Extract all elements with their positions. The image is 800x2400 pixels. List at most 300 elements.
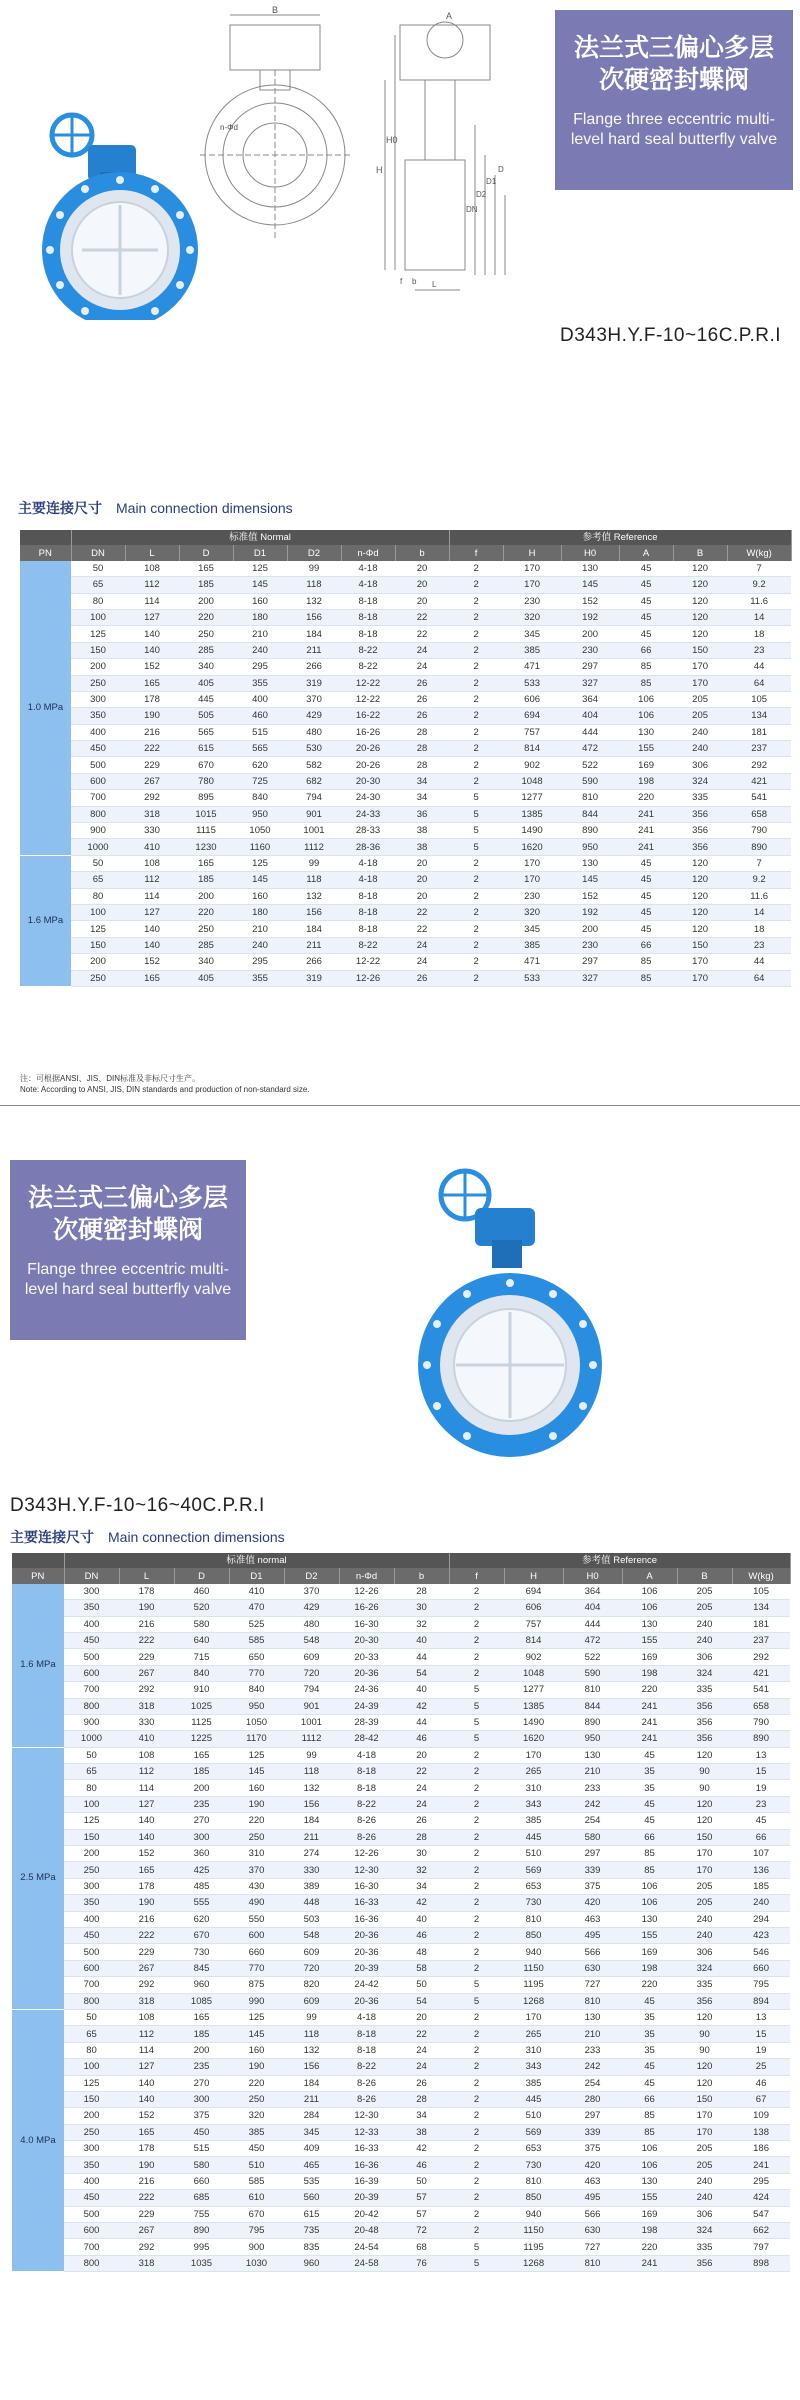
table-cell: 292 [119,1977,174,1993]
table-cell: 45 [622,1796,677,1812]
table-cell: 319 [287,675,341,691]
table-cell: 156 [284,1796,339,1812]
table-cell: 120 [673,904,727,920]
table-cell: 840 [233,790,287,806]
table-cell: 1015 [179,806,233,822]
table-cell: 356 [673,806,727,822]
table-cell: 533 [503,675,561,691]
table-cell: 780 [179,773,233,789]
table-row [12,1698,790,1714]
table-cell: 20-26 [341,741,395,757]
table-cell: 585 [229,1632,284,1648]
table-cell: 265 [504,1764,563,1780]
table-cell: 2 [449,1862,504,1878]
table-cell: 99 [287,855,341,871]
table-cell: 565 [233,741,287,757]
table-cell: 112 [119,1764,174,1780]
table-cell: 200 [179,888,233,904]
drawing-label-h0: H0 [386,135,398,145]
table-cell: 840 [174,1665,229,1681]
table-cell: 725 [233,773,287,789]
table-cell: 35 [622,1780,677,1796]
table-row [12,2124,790,2140]
table-cell: 28-42 [339,1731,394,1747]
table-cell: 450 [229,2141,284,2157]
table-cell: 24 [394,1780,449,1796]
table-cell: 810 [563,2255,622,2271]
table-cell: 845 [174,1960,229,1976]
table-cell: 940 [504,2206,563,2222]
dimension-drawing-icon [200,5,540,295]
table-cell: 23 [727,642,791,658]
table-cell: 65 [64,2026,119,2042]
table-cell: 20 [395,561,449,577]
table-cell: 330 [125,823,179,839]
table-cell: 630 [563,1960,622,1976]
table-cell: 995 [174,2239,229,2255]
table-row [12,1813,790,1829]
table-cell: 90 [677,2042,732,2058]
table-cell: 120 [677,2059,732,2075]
section-divider [0,1105,800,1106]
table-cell: 85 [619,659,673,675]
table-cell: 318 [125,806,179,822]
table-cell: 32 [394,1862,449,1878]
table-cell: 495 [563,1927,622,1943]
table-cell: 170 [504,1747,563,1763]
table-cell: 450 [71,741,125,757]
table-cell: 140 [125,921,179,937]
table-row [20,724,791,740]
table-cell: 370 [287,691,341,707]
table-cell: 240 [732,1895,790,1911]
table-cell: 24 [395,954,449,970]
table-row [20,872,791,888]
table-cell: 890 [561,823,619,839]
table-row [12,1747,790,1763]
table-cell: 38 [394,2124,449,2140]
table-cell: 170 [677,2108,732,2124]
drawing-label-l: L [432,280,437,289]
table-cell: 80 [64,1780,119,1796]
table-cell: 254 [563,1813,622,1829]
pn-cell: 1.6 MPa [20,855,71,986]
table-cell: 345 [284,2124,339,2140]
table-cell: 100 [64,2059,119,2075]
table-cell: 2 [449,2026,504,2042]
table-row [20,823,791,839]
table-cell: 5 [449,1682,504,1698]
table-cell: 160 [229,2042,284,2058]
table-cell: 495 [563,2190,622,2206]
table-cell: 23 [727,937,791,953]
table-cell: 34 [395,790,449,806]
table-cell: 32 [394,1616,449,1632]
table-row [12,1714,790,1730]
table-cell: 155 [619,741,673,757]
table-cell: 600 [71,773,125,789]
column-header: L [119,1568,174,1583]
table-cell: 24-39 [339,1698,394,1714]
table-cell: 795 [732,1977,790,1993]
table-cell: 170 [503,577,561,593]
table-cell: 120 [673,593,727,609]
table-cell: 22 [394,1764,449,1780]
table-cell: 210 [563,2026,622,2042]
table-cell: 385 [504,2075,563,2091]
table-cell: 106 [622,2157,677,2173]
table-cell: 16-30 [339,1878,394,1894]
table-cell: 569 [504,1862,563,1878]
table-cell: 211 [284,2091,339,2107]
table-cell: 900 [229,2239,284,2255]
table-cell: 178 [119,1584,174,1600]
table-cell: 2 [449,609,503,625]
table-cell: 178 [125,691,179,707]
table-cell: 35 [622,2026,677,2042]
table-row [20,561,791,577]
table-cell: 324 [677,1665,732,1681]
table-cell: 5 [449,1698,504,1714]
table-cell: 20 [394,1747,449,1763]
table-cell: 16-26 [341,724,395,740]
table-cell: 170 [673,954,727,970]
table-row [12,1584,790,1600]
table-cell: 242 [563,2059,622,2075]
table-cell: 345 [503,626,561,642]
table-cell: 240 [677,2173,732,2189]
table-cell: 66 [622,2091,677,2107]
table-cell: 5 [449,839,503,855]
column-header: H [504,1568,563,1583]
table-cell: 19 [732,1780,790,1796]
pn-cell: 4.0 MPa [12,2009,64,2271]
table-cell: 66 [622,1829,677,1845]
table-cell: 200 [174,2042,229,2058]
table-cell: 50 [394,2173,449,2189]
table-cell: 2 [449,1846,504,1862]
table-cell: 590 [561,773,619,789]
table-cell: 140 [125,626,179,642]
table-cell: 285 [179,642,233,658]
table-cell: 375 [174,2108,229,2124]
table-cell: 155 [622,2190,677,2206]
table-cell: 4-18 [339,2009,394,2025]
table-cell: 170 [677,1862,732,1878]
table-cell: 152 [119,2108,174,2124]
table-cell: 220 [179,609,233,625]
table-cell: 2 [449,2059,504,2075]
table-cell: 16-22 [341,708,395,724]
table-cell: 210 [233,626,287,642]
table-cell: 898 [732,2255,790,2271]
table-cell: 890 [174,2223,229,2239]
table-cell: 200 [174,1780,229,1796]
table-cell: 8-22 [341,659,395,675]
table-cell: 45 [622,1747,677,1763]
table-row [12,2108,790,2124]
table-cell: 46 [394,2157,449,2173]
table-row [20,921,791,937]
table-cell: 2 [449,2075,504,2091]
table-cell: 26 [395,691,449,707]
drawing-label-a: A [446,11,453,21]
top-valve-photo [20,110,220,320]
table-cell: 318 [119,1698,174,1714]
table-cell: 730 [504,2157,563,2173]
table-row [12,1682,790,1698]
table-cell: 229 [119,1649,174,1665]
table-cell: 13 [732,1747,790,1763]
table-cell: 1620 [504,1731,563,1747]
table-cell: 300 [174,2091,229,2107]
table-cell: 13 [732,2009,790,2025]
table-cell: 112 [125,577,179,593]
table-cell: 20-30 [341,773,395,789]
table-cell: 895 [179,790,233,806]
table-cell: 30 [394,1846,449,1862]
table-cell: 140 [119,2091,174,2107]
table-cell: 170 [673,659,727,675]
column-header: D2 [284,1568,339,1583]
table-cell: 606 [503,691,561,707]
table-cell: 1035 [174,2255,229,2271]
table-cell: 335 [677,1682,732,1698]
table-cell: 170 [503,872,561,888]
table-cell: 114 [125,593,179,609]
table-cell: 205 [677,1878,732,1894]
table-cell: 241 [622,1714,677,1730]
table-cell: 510 [504,2108,563,2124]
table-cell: 8-18 [339,2026,394,2042]
table-row [12,2091,790,2107]
table-cell: 20-26 [341,757,395,773]
table-cell: 400 [233,691,287,707]
table-cell: 650 [229,1649,284,1665]
table-cell: 640 [174,1632,229,1648]
bottom-dimension-table-grid [12,1553,791,2272]
bottom-valve-photo [410,1150,610,1475]
table-cell: 503 [284,1911,339,1927]
column-header: PN [20,545,71,560]
table-cell: 190 [119,2157,174,2173]
table-cell: 423 [732,1927,790,1943]
table-cell: 2 [449,2108,504,2124]
table-cell: 130 [619,724,673,740]
table-cell: 198 [622,1665,677,1681]
table-cell: 8-26 [339,1813,394,1829]
table-cell: 300 [64,1878,119,1894]
table-cell: 8-18 [341,593,395,609]
table-cell: 318 [119,1993,174,2009]
table-cell: 140 [119,1829,174,1845]
table-cell: 222 [119,1632,174,1648]
table-cell: 205 [677,2157,732,2173]
table-row [12,1927,790,1943]
table-cell: 770 [229,1960,284,1976]
table-row [20,675,791,691]
column-header: A [622,1568,677,1583]
table-cell: 547 [732,2206,790,2222]
table-cell: 16-33 [339,1895,394,1911]
table-cell: 106 [619,708,673,724]
table-row [20,626,791,642]
table-cell: 20-36 [339,1665,394,1681]
table-cell: 185 [732,1878,790,1894]
table-cell: 2 [449,937,503,953]
table-cell: 8-18 [341,888,395,904]
table-cell: 155 [622,1632,677,1648]
table-cell: 132 [284,1780,339,1796]
table-cell: 800 [71,806,125,822]
table-cell: 356 [677,1714,732,1730]
table-cell: 267 [119,1665,174,1681]
table-cell: 45 [619,855,673,871]
table-cell: 653 [504,1878,563,1894]
table-cell: 58 [394,1960,449,1976]
table-cell: 409 [284,2141,339,2157]
table-cell: 318 [119,2255,174,2271]
table-cell: 4-18 [341,855,395,871]
table-cell: 715 [174,1649,229,1665]
table-cell: 1112 [284,1731,339,1747]
table-cell: 814 [504,1632,563,1648]
table-cell: 35 [622,2009,677,2025]
table-cell: 130 [622,2173,677,2189]
table-cell: 125 [233,855,287,871]
table-cell: 240 [233,642,287,658]
table-cell: 85 [622,2124,677,2140]
table-cell: 7 [727,561,791,577]
column-header: f [449,1568,504,1583]
table-cell: 429 [284,1600,339,1616]
table-cell: 40 [394,1632,449,1648]
table-cell: 662 [732,2223,790,2239]
table-cell: 150 [64,1829,119,1845]
drawing-label-dn: DN [466,205,478,214]
table-cell: 2 [449,904,503,920]
butterfly-valve-icon-bottom [410,1150,610,1475]
table-cell: 178 [119,2141,174,2157]
table-cell: 16-26 [339,1600,394,1616]
table-cell: 184 [287,626,341,642]
table-cell: 198 [619,773,673,789]
table-cell: 755 [174,2206,229,2222]
table-cell: 330 [119,1714,174,1730]
table-cell: 2 [449,1665,504,1681]
table-cell: 2 [449,2042,504,2058]
table-cell: 30 [394,1600,449,1616]
table-cell: 46 [394,1927,449,1943]
table-cell: 25 [732,2059,790,2075]
column-header: B [673,545,727,560]
table-cell: 292 [732,1649,790,1665]
table-cell: 1150 [504,2223,563,2239]
table-cell: 190 [229,1796,284,1812]
table-cell: 445 [179,691,233,707]
table-cell: 35 [622,1764,677,1780]
table-cell: 335 [677,1977,732,1993]
table-cell: 200 [179,593,233,609]
table-cell: 310 [504,1780,563,1796]
table-cell: 1277 [504,1682,563,1698]
table-cell: 2 [449,675,503,691]
table-cell: 310 [504,2042,563,2058]
table-cell: 405 [179,675,233,691]
table-cell: 810 [561,790,619,806]
table-cell: 2 [449,1584,504,1600]
table-cell: 112 [119,2026,174,2042]
table-cell: 2 [449,741,503,757]
table-cell: 20-30 [339,1632,394,1648]
table-cell: 339 [563,2124,622,2140]
table-cell: 106 [622,1600,677,1616]
table-row [12,1993,790,2009]
table-cell: 620 [174,1911,229,1927]
table-cell: 810 [563,1993,622,2009]
table-cell: 132 [287,593,341,609]
table-cell: 2 [449,970,503,986]
table-cell: 400 [71,724,125,740]
table-cell: 120 [673,921,727,937]
table-cell: 44 [394,1714,449,1730]
table-cell: 28-39 [339,1714,394,1730]
table-cell: 5 [449,1993,504,2009]
table-cell: 8-26 [339,2091,394,2107]
table-cell: 26 [394,2075,449,2091]
butterfly-valve-icon [20,110,220,320]
table-cell: 134 [732,1600,790,1616]
table-row [12,1862,790,1878]
header-standard: 标准值 Normal [71,530,449,545]
table-cell: 44 [394,1649,449,1665]
table-cell: 130 [561,561,619,577]
table-cell: 12-30 [339,1862,394,1878]
table-cell: 319 [287,970,341,986]
table-row [20,642,791,658]
table-cell: 127 [119,2059,174,2075]
table-cell: 8-26 [339,2075,394,2091]
top-model-number: D343H.Y.F-10~16C.P.R.I [560,325,782,346]
table-cell: 50 [71,561,125,577]
table-cell: 185 [174,2026,229,2042]
top-section-title-en: Main connection dimensions [116,500,293,516]
table-cell: 2 [449,561,503,577]
table-cell: 11.6 [727,888,791,904]
table-cell: 40 [394,1682,449,1698]
table-cell: 205 [677,1584,732,1600]
table-cell: 460 [174,1584,229,1600]
table-cell: 525 [229,1616,284,1632]
table-cell: 250 [71,970,125,986]
table-cell: 108 [119,2009,174,2025]
table-cell: 306 [677,1649,732,1665]
table-row [12,1878,790,1894]
table-cell: 500 [64,2206,119,2222]
table-cell: 54 [394,1993,449,2009]
table-row [12,2059,790,2075]
table-cell: 24-36 [339,1682,394,1698]
table-cell: 2 [449,2009,504,2025]
table-cell: 2 [449,2124,504,2140]
table-cell: 2 [449,593,503,609]
table-cell: 220 [179,904,233,920]
table-cell: 850 [504,1927,563,1943]
table-cell: 566 [563,1944,622,1960]
table-cell: 28-33 [341,823,395,839]
table-cell: 590 [563,1665,622,1681]
table-row [12,1796,790,1812]
